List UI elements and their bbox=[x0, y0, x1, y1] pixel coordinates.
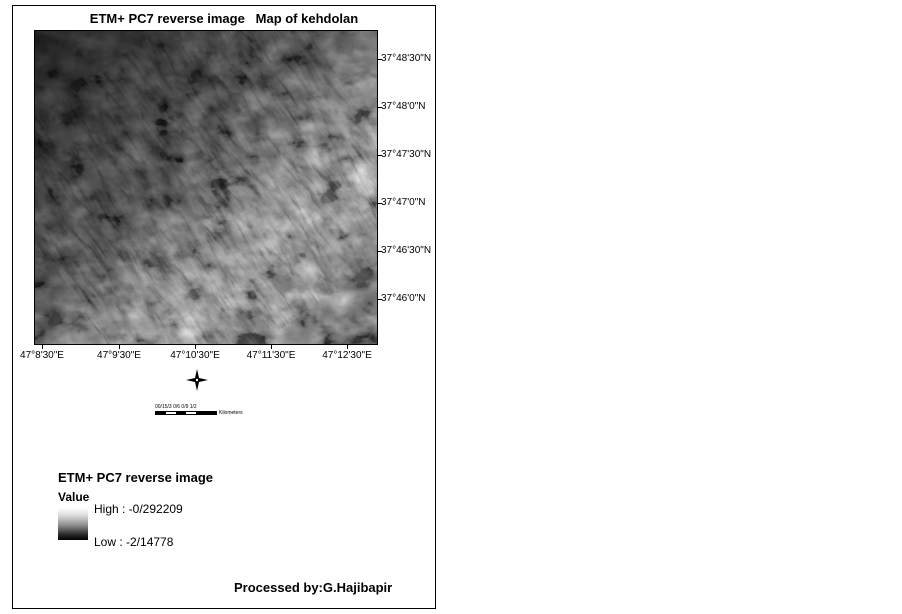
latitude-label: 37°48'30"N bbox=[381, 53, 432, 64]
legend-color-ramp bbox=[58, 508, 88, 540]
raster-image bbox=[35, 31, 378, 345]
latitude-label: 37°47'0"N bbox=[381, 197, 426, 208]
latitude-label: 37°47'30"N bbox=[381, 149, 432, 160]
latitude-label: 37°48'0"N bbox=[381, 101, 426, 112]
satellite-raster bbox=[34, 30, 378, 345]
compass-rose-icon bbox=[186, 369, 208, 391]
longitude-label: 47°9'30"E bbox=[97, 350, 141, 361]
map-title: ETM+ PC7 reverse image Map of kehdolan bbox=[89, 11, 359, 26]
legend-value-label: Value bbox=[58, 490, 90, 504]
legend-high-label: High : -0/292209 bbox=[94, 502, 183, 516]
scale-bar-labels: 00/15/3 0/6 0/9 1/2 bbox=[155, 404, 197, 410]
lon-tick bbox=[271, 344, 272, 349]
lon-tick bbox=[42, 344, 43, 349]
latitude-label: 37°46'0"N bbox=[381, 293, 426, 304]
latitude-label: 37°46'30"N bbox=[381, 245, 432, 256]
lon-tick bbox=[119, 344, 120, 349]
credit-text: Processed by:G.Hajibapir bbox=[234, 580, 393, 595]
longitude-label: 47°12'30"E bbox=[322, 350, 372, 361]
scale-bar bbox=[155, 411, 217, 415]
lon-tick bbox=[347, 344, 348, 349]
scale-bar-unit: Kilometers bbox=[219, 410, 243, 416]
longitude-label: 47°10'30"E bbox=[170, 350, 220, 361]
legend-low-label: Low : -2/14778 bbox=[94, 535, 174, 549]
legend-title: ETM+ PC7 reverse image bbox=[58, 470, 213, 485]
lon-tick bbox=[195, 344, 196, 349]
longitude-label: 47°8'30"E bbox=[20, 350, 64, 361]
longitude-label: 47°11'30"E bbox=[246, 350, 296, 361]
